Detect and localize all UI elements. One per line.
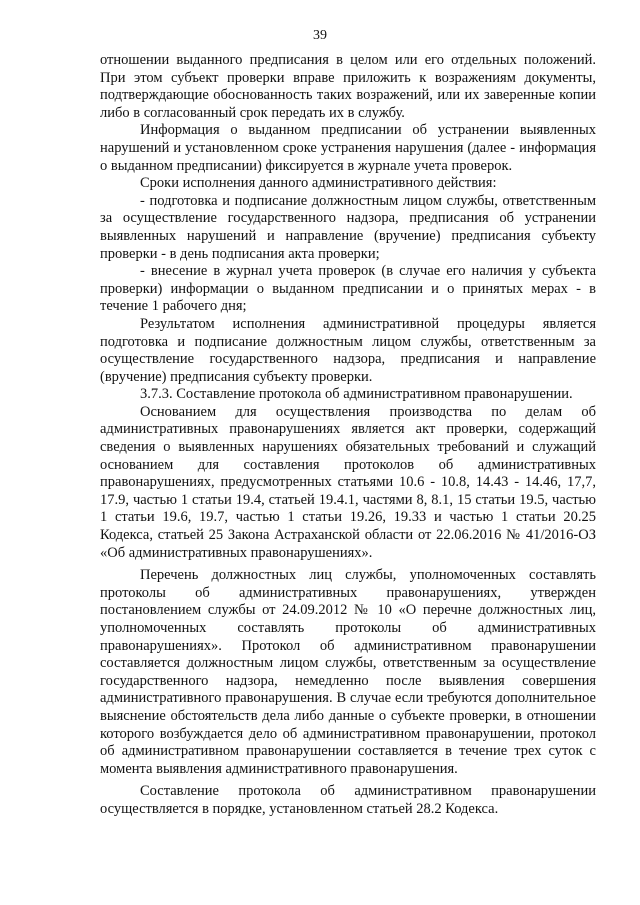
paragraph-procedure-result: Результатом исполнения административной процедуры является подготовка и подписание должностным лицом службы, ответственным за осуществление государственного надзора, предписания и направление (вручение) предписания субъекту проверки. <box>100 315 596 385</box>
list-item-journal-entry: - внесение в журнал учета проверок (в случае его наличия у субъекта проверки) информации о выданном предписании и о принятых мерах - в течение 1 рабочего дня; <box>100 263 596 315</box>
paragraph-objections: отношении выданного предписания в целом или его отдельных положений. При этом субъект проверки вправе приложить к возражениям документы, подтверждающие обоснованность таких возражений, или их заверенные копии либо в согласованный срок передать их в службу. <box>100 52 596 121</box>
paragraph-protocol-procedure: Составление протокола об административном правонарушении осуществляется в порядке, установленном статьей 28.2 Кодекса. <box>100 783 596 817</box>
section-heading-3-7-3: 3.7.3. Составление протокола об административном правонарушении. <box>140 386 573 403</box>
paragraph-officials-list: Перечень должностных лиц службы, уполномоченных составлять протоколы об административных правонарушениях, утвержден постановлением службы от 24.09.2012 № 10 «О перечне должностных лиц, уполномоченных составлять протоколы об административных правонарушениях». Протокол об административном правонарушении составляется должностным лицом службы, ответственным за осуществление государственного надзора, немедленно после выявления совершения административного правонарушения. В случае если требуются дополнительное выяснение обстоятельств дела либо данные о субъекте проверки, в отношении которого возбуждается дело об административном правонарушении, протокол об административном правонарушении составляется в течение трех суток с момента выявления административного правонарушения. <box>100 567 596 777</box>
paragraph-deadlines-intro: Сроки исполнения данного административного действия: <box>140 175 497 192</box>
paragraph-grounds: Основанием для осуществления производства по делам об административных правонарушениях является акт проверки, содержащий сведения о выявленных нарушениях обязательных требований и служащий основанием для составления протоколов об административных правонарушениях, предусмотренных статьями 10.6 - 10.8, 14.43 - 14.46, 17,7, 17.9, частью 1 статьи 19.4, статьей 19.4.1, частями 8, 8.1, 15 статьи 19.5, частью 1 статьи 19.6, 19.7, частью 1 статьи 19.26, 19.33 и частью 1 статьи 20.25 Кодекса, статьей 25 Закона Астраханской области от 22.06.2016 № 41/2016-ОЗ «Об административных правонарушениях». <box>100 403 596 561</box>
page-number: 39 <box>313 28 327 43</box>
list-item-prescription-preparation: - подготовка и подписание должностным лицом службы, ответственным за осуществление государственного надзора, предписания об устранении выявленных нарушений и направление (вручение) предписания субъекту проверки - в день подписания акта проверки; <box>100 192 596 262</box>
paragraph-prescription-info: Информация о выданном предписании об устранении выявленных нарушений и установленном сроке устранения нарушения (далее - информация о выданном предписании) фиксируется в журнале учета проверок. <box>100 122 596 174</box>
document-body <box>100 52 596 819</box>
